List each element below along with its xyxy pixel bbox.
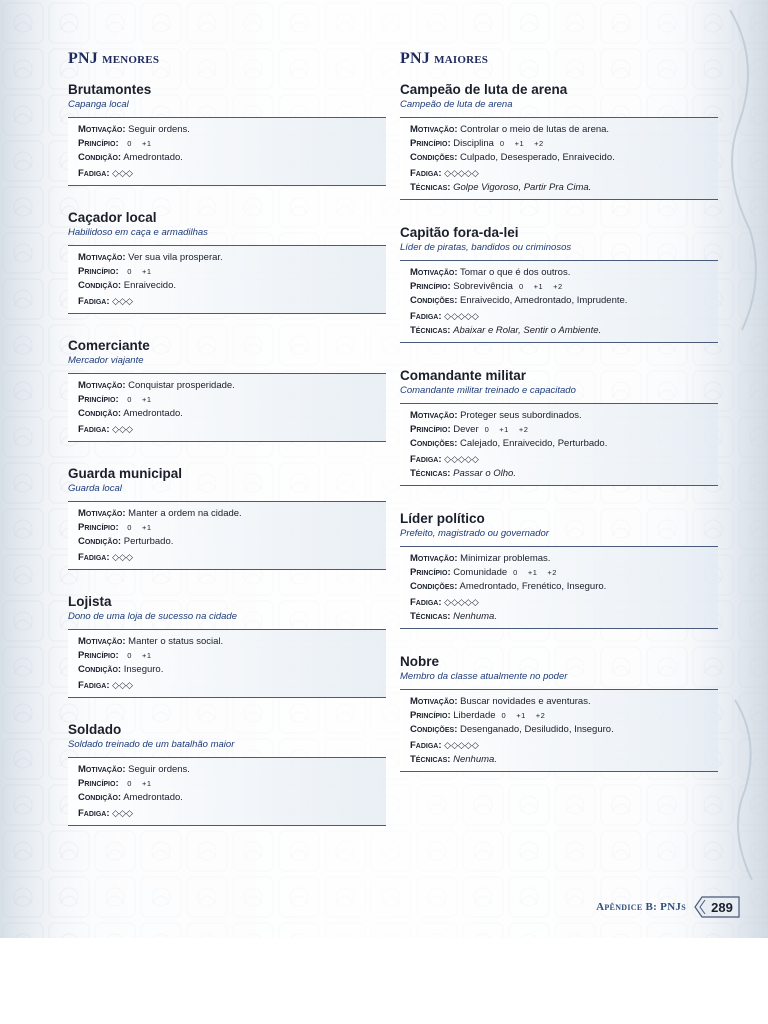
motivation-value: Tomar o que é dos outros. [459, 267, 571, 278]
fatigue-diamonds: ◇◇◇◇◇ [444, 596, 479, 607]
techniques-label: Técnicas: [410, 467, 451, 479]
motivation-label: Motivação: [78, 636, 126, 647]
fatigue-label: Fadiga: [78, 551, 110, 563]
fatigue-label: Fadiga: [410, 453, 442, 465]
npc-card [68, 338, 386, 466]
principle-value: Dever [453, 424, 479, 436]
npc-subtitle: Soldado treinado de um batalhão maior [68, 739, 235, 750]
fatigue-label: Fadiga: [410, 596, 442, 608]
fatigue-label: Fadiga: [410, 310, 442, 322]
npc-name: Lojista [68, 594, 112, 609]
condition-value: Calejado, Enraivecido, Perturbado. [460, 438, 608, 450]
fatigue-diamonds: ◇◇◇ [112, 679, 133, 690]
npc-card [68, 722, 386, 850]
npc-card [68, 466, 386, 594]
section-title-minor: PNJ menores [68, 50, 160, 67]
motivation-label: Motivação: [78, 252, 126, 263]
fatigue-diamonds: ◇◇◇ [112, 167, 133, 178]
condition-label: Condições: [410, 724, 458, 736]
principle-scale: 0 +1 [127, 267, 152, 277]
npc-statblock [400, 546, 718, 629]
principle-label: Princípio: [410, 424, 451, 436]
npc-subtitle: Capanga local [68, 99, 129, 110]
motivation-label: Motivação: [410, 696, 458, 707]
fatigue-label: Fadiga: [78, 807, 110, 819]
motivation-label: Motivação: [410, 267, 458, 278]
npc-subtitle: Habilidoso em caça e armadilhas [68, 227, 208, 238]
condition-value: Enraivecido. [123, 280, 177, 292]
fatigue-diamonds: ◇◇◇ [112, 807, 133, 818]
condition-label: Condição: [78, 664, 122, 676]
motivation-value: Controlar o meio de lutas de arena. [460, 124, 610, 135]
condition-value: Amedrontado. [123, 152, 183, 164]
minor-npc-column [68, 50, 386, 850]
condition-value: Culpado, Desesperado, Enraivecido. [460, 152, 615, 164]
npc-card [400, 225, 718, 368]
principle-scale: 0 +1 [127, 651, 152, 661]
npc-name: Campeão de luta de arena [400, 82, 568, 97]
motivation-value: Ver sua vila prosperar. [128, 252, 223, 263]
fatigue-label: Fadiga: [78, 679, 110, 691]
npc-card [68, 594, 386, 722]
npc-name: Comandante militar [400, 368, 527, 383]
principle-label: Princípio: [410, 138, 451, 150]
npc-card [400, 368, 718, 511]
principle-scale: 0 +1 [127, 523, 152, 533]
npc-statblock [400, 403, 718, 486]
condition-label: Condição: [78, 280, 122, 292]
condition-value: Amedrontado. [123, 792, 183, 804]
npc-subtitle: Dono de uma loja de sucesso na cidade [68, 611, 238, 622]
principle-label: Princípio: [78, 522, 119, 534]
page-number: 289 [711, 899, 733, 915]
fatigue-diamonds: ◇◇◇◇◇ [444, 310, 479, 321]
fatigue-diamonds: ◇◇◇◇◇ [444, 453, 479, 464]
fatigue-label: Fadiga: [410, 739, 442, 751]
npc-subtitle: Guarda local [68, 483, 122, 494]
principle-scale: 0 +1 +2 [501, 711, 546, 721]
condition-label: Condições: [410, 152, 458, 164]
running-footer-section: Apêndice B: PNJs [596, 901, 686, 913]
section-title-major: PNJ maiores [400, 50, 489, 67]
npc-card [400, 654, 718, 797]
principle-label: Princípio: [78, 138, 119, 150]
motivation-value: Conquistar prosperidade. [128, 380, 235, 391]
npc-card [400, 82, 718, 225]
principle-scale: 0 +1 [127, 779, 152, 789]
npc-name: Nobre [400, 654, 440, 669]
npc-statblock [400, 689, 718, 772]
major-npc-column [400, 50, 718, 797]
npc-name: Caçador local [68, 210, 157, 225]
npc-name: Soldado [68, 722, 122, 737]
condition-label: Condição: [78, 152, 122, 164]
npc-statblock [68, 117, 386, 186]
principle-scale: 0 +1 +2 [499, 139, 544, 149]
principle-label: Princípio: [78, 266, 119, 278]
condition-label: Condições: [410, 295, 458, 307]
motivation-label: Motivação: [78, 508, 126, 519]
condition-label: Condição: [78, 536, 122, 548]
condition-label: Condições: [410, 438, 458, 450]
principle-value: Disciplina [453, 138, 494, 150]
motivation-label: Motivação: [410, 553, 458, 564]
fatigue-label: Fadiga: [78, 295, 110, 307]
principle-value: Comunidade [453, 567, 508, 579]
principle-scale: 0 +1 +2 [513, 568, 557, 578]
npc-card [400, 511, 718, 654]
principle-label: Princípio: [410, 710, 451, 722]
motivation-value: Manter a ordem na cidade. [128, 508, 242, 519]
npc-name: Comerciante [68, 338, 150, 353]
principle-label: Princípio: [410, 567, 451, 579]
principle-value: Liberdade [453, 710, 496, 722]
fatigue-diamonds: ◇◇◇ [112, 551, 133, 562]
principle-label: Princípio: [410, 281, 451, 293]
condition-label: Condição: [78, 792, 122, 804]
motivation-label: Motivação: [78, 380, 126, 391]
motivation-label: Motivação: [410, 410, 458, 421]
npc-subtitle: Comandante militar treinado e capacitado [400, 385, 576, 396]
techniques-value: Nenhuma. [453, 610, 497, 622]
motivation-label: Motivação: [78, 124, 126, 135]
motivation-value: Seguir ordens. [128, 764, 190, 775]
fatigue-diamonds: ◇◇◇ [112, 423, 133, 434]
techniques-value: Abaixar e Rolar, Sentir o Ambiente. [453, 324, 602, 336]
npc-subtitle: Campeão de luta de arena [400, 99, 513, 110]
techniques-label: Técnicas: [410, 753, 451, 765]
npc-name: Brutamontes [68, 82, 152, 97]
principle-label: Princípio: [78, 394, 119, 406]
npc-statblock [68, 245, 386, 314]
techniques-label: Técnicas: [410, 610, 451, 622]
npc-statblock [400, 260, 718, 343]
principle-label: Princípio: [78, 650, 119, 662]
motivation-value: Manter o status social. [128, 636, 224, 647]
condition-value: Amedrontado, Frenético, Inseguro. [459, 581, 607, 593]
npc-statblock [68, 757, 386, 826]
principle-scale: 0 +1 [127, 395, 152, 405]
page-footer [596, 895, 740, 919]
techniques-value: Golpe Vigoroso, Partir Pra Cima. [453, 181, 592, 193]
npc-name: Líder político [400, 511, 485, 526]
fatigue-diamonds: ◇◇◇ [112, 295, 133, 306]
npc-card [68, 82, 386, 210]
npc-statblock [68, 373, 386, 442]
condition-value: Desenganado, Desiludido, Inseguro. [460, 724, 614, 736]
techniques-value: Nenhuma. [453, 753, 497, 765]
npc-name: Capitão fora-da-lei [400, 225, 519, 240]
fatigue-label: Fadiga: [410, 167, 442, 179]
principle-scale: 0 +1 +2 [518, 282, 563, 292]
fatigue-diamonds: ◇◇◇◇◇ [444, 739, 479, 750]
techniques-label: Técnicas: [410, 181, 451, 193]
condition-value: Enraivecido, Amedrontado, Imprudente. [460, 295, 628, 307]
fatigue-label: Fadiga: [78, 423, 110, 435]
techniques-value: Passar o Olho. [453, 467, 516, 479]
condition-value: Perturbado. [123, 536, 174, 548]
condition-value: Inseguro. [123, 664, 164, 676]
page-number-badge [694, 896, 740, 918]
motivation-value: Seguir ordens. [128, 124, 190, 135]
motivation-value: Buscar novidades e aventuras. [460, 696, 591, 707]
npc-subtitle: Mercador viajante [68, 355, 144, 366]
principle-value: Sobrevivência [453, 281, 513, 293]
npc-card [68, 210, 386, 338]
fatigue-label: Fadiga: [78, 167, 110, 179]
principle-scale: 0 +1 +2 [484, 425, 529, 435]
npc-statblock [68, 629, 386, 698]
condition-value: Amedrontado. [123, 408, 183, 420]
motivation-value: Proteger seus subordinados. [460, 410, 582, 421]
npc-subtitle: Prefeito, magistrado ou governador [400, 528, 549, 539]
motivation-label: Motivação: [410, 124, 458, 135]
motivation-value: Minimizar problemas. [460, 553, 551, 564]
fatigue-diamonds: ◇◇◇◇◇ [444, 167, 479, 178]
npc-statblock [400, 117, 718, 200]
npc-subtitle: Membro da classe atualmente no poder [400, 671, 568, 682]
condition-label: Condição: [78, 408, 122, 420]
principle-scale: 0 +1 [127, 139, 152, 149]
techniques-label: Técnicas: [410, 324, 451, 336]
condition-label: Condições: [410, 581, 458, 593]
npc-subtitle: Líder de piratas, bandidos ou criminosos [400, 242, 572, 253]
motivation-label: Motivação: [78, 764, 126, 775]
principle-label: Princípio: [78, 778, 119, 790]
npc-name: Guarda municipal [68, 466, 183, 481]
npc-statblock [68, 501, 386, 570]
